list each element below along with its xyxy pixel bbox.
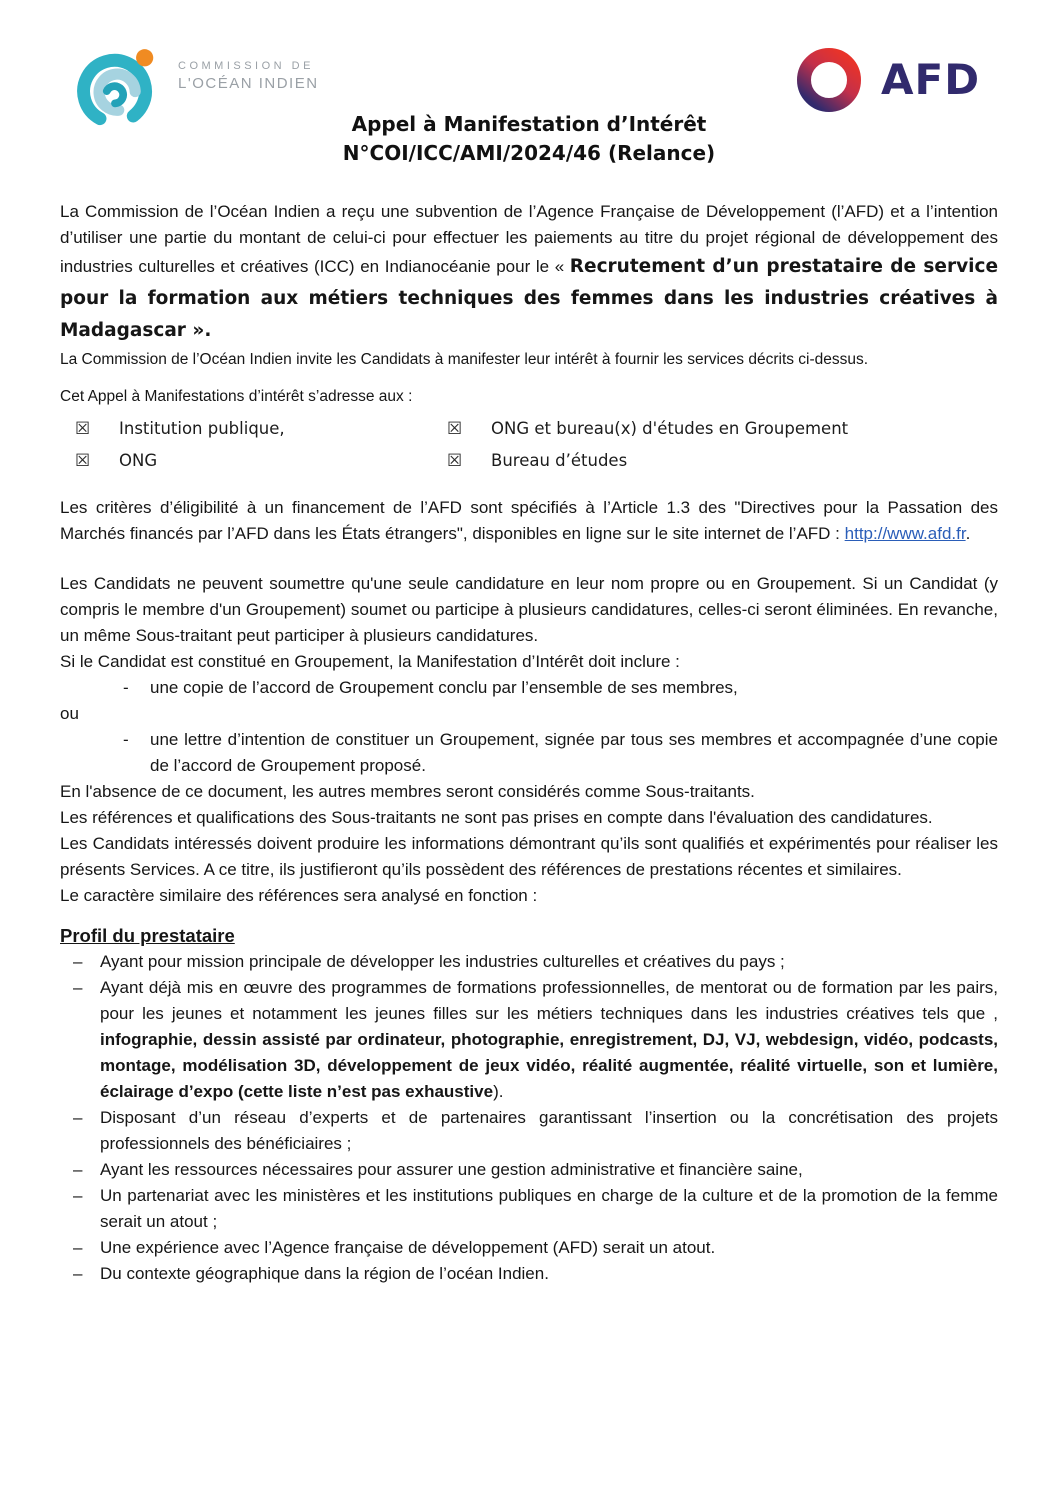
rules-paragraph-3: En l'absence de ce document, les autres membres seront considérés comme Sous-traitants. bbox=[60, 782, 755, 801]
afd-ring-icon bbox=[793, 44, 865, 116]
list-dash: – bbox=[73, 952, 83, 971]
eligibility-period: . bbox=[965, 524, 971, 543]
document-body bbox=[0, 199, 1058, 1287]
list-dash: - bbox=[123, 730, 129, 749]
list-dash: - bbox=[123, 678, 129, 697]
document-title bbox=[0, 110, 1058, 168]
groupement-item-text: une copie de l’accord de Groupement conclu par l’ensemble de ses membres, bbox=[150, 678, 738, 697]
eligibility-paragraph bbox=[60, 495, 998, 547]
profil-item-text: ). bbox=[493, 1082, 504, 1101]
document-title-line2: N°COI/ICC/AMI/2024/46 (Relance) bbox=[342, 141, 716, 165]
document-title-line1: Appel à Manifestation d’Intérêt bbox=[351, 112, 707, 136]
afd-logo-text: AFD bbox=[881, 55, 981, 104]
audience-checkbox-grid bbox=[75, 413, 998, 477]
profil-list bbox=[60, 949, 998, 1287]
rules-paragraph-2: Si le Candidat est constitué en Groupement, la Manifestation d’Intérêt doit inclure : bbox=[60, 652, 680, 671]
checkbox-checked-icon: ☒ bbox=[447, 419, 463, 439]
rules-paragraph-1: Les Candidats ne peuvent soumettre qu'une seule candidature en leur nom propre ou en Groupement. Si un Candidat (y compris le membre d'un Groupement) soumet ou participe à plusieurs candidatures, celles-ci seront éliminées. En revanche, un même Sous-traitant peut participer à plusieurs candidatures. bbox=[60, 574, 998, 645]
groupement-list-item-1 bbox=[60, 675, 998, 701]
groupement-item-text: une lettre d’intention de constituer un Groupement, signée par tous ses membres et accompagnée d’une copie de l’accord de Groupement proposé. bbox=[150, 730, 998, 775]
audience-item-ong bbox=[75, 445, 447, 477]
rules-paragraph-5: Les Candidats intéressés doivent produire les informations démontrant qu’ils sont qualifiés et expérimentés pour réaliser les présents Services. A ce titre, ils justifieront qu’ils possèdent des références de prestations récentes et similaires. bbox=[60, 834, 998, 879]
rules-paragraph-4: Les références et qualifications des Sous-traitants ne sont pas prises en compte dans l'évaluation des candidatures. bbox=[60, 808, 933, 827]
intro-bold-text: Recrutement d’un prestataire de service pour la formation aux métiers techniques des femmes dans les industries créatives à Madagascar ». bbox=[60, 256, 998, 341]
intro-paragraph bbox=[60, 199, 998, 347]
checkbox-checked-icon: ☒ bbox=[75, 451, 91, 471]
profil-list-item bbox=[60, 1105, 998, 1157]
audience-label: ONG bbox=[119, 451, 158, 470]
or-line: ou bbox=[60, 704, 79, 723]
audience-label: Bureau d’études bbox=[491, 451, 628, 470]
invite-paragraph: La Commission de l’Océan Indien invite les Candidats à manifester leur intérêt à fournir les services décrits ci-dessus. bbox=[60, 351, 869, 368]
list-dash: – bbox=[73, 1238, 83, 1257]
audience-intro: Cet Appel à Manifestations d’intérêt s’adresse aux : bbox=[60, 388, 413, 405]
audience-item-bureau-etudes bbox=[447, 445, 998, 477]
checkbox-checked-icon: ☒ bbox=[75, 419, 91, 439]
rules-paragraph-6: Le caractère similaire des références sera analysé en fonction : bbox=[60, 886, 538, 905]
profil-list-item bbox=[60, 1261, 998, 1287]
list-dash: – bbox=[73, 1108, 83, 1127]
profil-list-item bbox=[60, 1157, 998, 1183]
coi-logo-text bbox=[178, 60, 319, 92]
list-dash: – bbox=[73, 978, 83, 997]
checkbox-checked-icon: ☒ bbox=[447, 451, 463, 471]
afd-logo bbox=[793, 44, 980, 116]
profil-item-text: Une expérience avec l’Agence française de développement (AFD) serait un atout. bbox=[100, 1238, 716, 1257]
list-dash: – bbox=[73, 1186, 83, 1205]
profil-item-text: Disposant d’un réseau d’experts et de partenaires garantissant l’insertion ou la concrétisation des projets professionnels des bénéficiaires ; bbox=[100, 1108, 998, 1153]
audience-item-ong-groupement bbox=[447, 413, 998, 445]
profil-item-text: Du contexte géographique dans la région de l’océan Indien. bbox=[100, 1264, 549, 1283]
coi-logo-line2: L'OCÉAN INDIEN bbox=[178, 75, 319, 92]
profil-item-text: Ayant déjà mis en œuvre des programmes de formations professionnelles, de mentorat ou de formation par les pairs, pour les jeunes et notamment les jeunes filles sur les métiers techniques dans les industries créatives tels que , bbox=[100, 978, 998, 1023]
profil-item-text: Ayant pour mission principale de développer les industries culturelles et créatives du pays ; bbox=[100, 952, 785, 971]
audience-label: Institution publique, bbox=[119, 419, 285, 438]
profil-item-text: Ayant les ressources nécessaires pour assurer une gestion administrative et financière saine, bbox=[100, 1160, 803, 1179]
intro-regular-text: La Commission de l’Océan Indien a reçu une subvention de l’Agence Française de Développement (l’AFD) et a l’intention d’utiliser une partie du montant de celui-ci pour effectuer les paiements au titre du projet régional de développement des industries culturelles et créatives (ICC) en Indianocéanie pour le « bbox=[60, 202, 998, 276]
eligibility-text: Les critères d’éligibilité à un financement de l’AFD sont spécifiés à l’Article 1.3 des "Directives pour la Passation des Marchés financés par l’AFD dans les États étrangers", disponibles en ligne sur le site internet de l’AFD : bbox=[60, 498, 998, 543]
groupement-list-item-2 bbox=[60, 727, 998, 779]
profil-list-item bbox=[60, 1183, 998, 1235]
audience-item-institution-publique bbox=[75, 413, 447, 445]
profil-list-item bbox=[60, 1235, 998, 1261]
list-dash: – bbox=[73, 1160, 83, 1179]
list-dash: – bbox=[73, 1264, 83, 1283]
profil-list-item bbox=[60, 949, 998, 975]
profil-section-heading: Profil du prestataire bbox=[60, 925, 235, 946]
audience-label: ONG et bureau(x) d'études en Groupement bbox=[491, 419, 849, 438]
document-header bbox=[0, 0, 1058, 199]
profil-list-item bbox=[60, 975, 998, 1105]
coi-logo-line1: COMMISSION DE bbox=[178, 60, 314, 72]
afd-website-link[interactable]: http://www.afd.fr bbox=[844, 524, 966, 543]
profil-item-bold-text: infographie, dessin assisté par ordinateur, photographie, enregistrement, DJ, VJ, webdesign, vidéo, podcasts, montage, modélisation 3D, développement de jeux vidéo, réalité augmentée, réalité virtuelle, son et lumière, éclairage d’expo (cette liste n’est pas exhaustive bbox=[100, 1030, 998, 1101]
profil-item-text: Un partenariat avec les ministères et les institutions publiques en charge de la culture et de la promotion de la femme serait un atout ; bbox=[100, 1186, 998, 1231]
